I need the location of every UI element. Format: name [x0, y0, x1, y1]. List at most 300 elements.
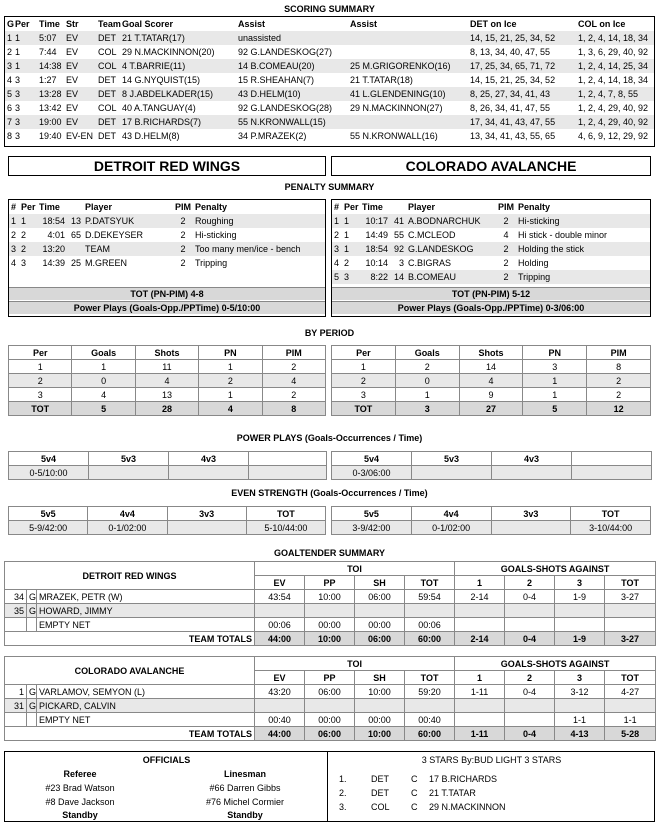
- scoring-header-row: [5, 17, 654, 31]
- scoring-summary-box: [4, 16, 655, 147]
- scoring-header-cell: DET on Ice: [470, 19, 517, 29]
- pp-header-cell: 5v4: [332, 452, 412, 466]
- goaltender-cell: [27, 618, 37, 632]
- linesman-2: #76 Michel Cormier: [205, 797, 285, 807]
- star-cell: 2.: [339, 788, 347, 798]
- home-team-name: DETROIT RED WINGS: [8, 156, 326, 176]
- team-totals-cell: 3-27: [605, 632, 656, 646]
- by-period-row-cell: 1: [199, 360, 262, 374]
- linesman-1: #66 Darren Gibbs: [209, 783, 281, 793]
- linesman-standby-label: Standby: [227, 810, 263, 820]
- penalty-row-cell: 3: [398, 258, 404, 268]
- goaltender-cell: [555, 618, 605, 632]
- penalty-header-cell: #: [334, 202, 340, 212]
- goaltender-row: [5, 685, 656, 699]
- scoring-row-cell: 29 N.MACKINNON(20): [122, 47, 215, 57]
- scoring-header-cell: Team: [98, 19, 121, 29]
- scoring-row-cell: 1: [15, 47, 21, 57]
- scoring-row-cell: 43 D.HELM(8): [122, 131, 180, 141]
- goaltender-cell: 43:20: [255, 685, 305, 699]
- det-penalty-total: TOT (PN-PIM) 4-8: [9, 287, 325, 300]
- penalty-row-cell: 3: [342, 270, 360, 284]
- star-cell: 17 B.RICHARDS: [429, 774, 498, 784]
- by-period-row-cell: 1: [199, 388, 262, 402]
- penalty-row-cell: 1: [342, 242, 360, 256]
- penalty-header-cell: Time: [39, 202, 60, 212]
- by-period-header-cell: Per: [9, 346, 72, 360]
- goaltender-cell: [505, 604, 555, 618]
- scoring-row-cell: [348, 115, 468, 129]
- scoring-row-cell: EV: [66, 103, 79, 113]
- scoring-header-cell: COL on Ice: [578, 19, 626, 29]
- pp-header-cell: 5v4: [9, 452, 89, 466]
- penalty-row-cell: 10:17: [360, 214, 390, 228]
- goaltender-cell: [255, 699, 305, 713]
- penalty-row-cell: 5: [332, 270, 342, 284]
- goaltender-cell: [355, 604, 405, 618]
- scoring-row-cell: 92 G.LANDESKOG(27): [238, 47, 333, 57]
- penalty-header-cell: Per: [21, 202, 36, 212]
- es-cell: 5-9/42:00: [9, 521, 88, 535]
- team-totals-cell: 4-13: [555, 727, 605, 741]
- scoring-row-cell: 8, 25, 27, 34, 41, 43: [468, 87, 576, 101]
- penalty-header-cell: [67, 200, 83, 214]
- penalty-header-cell: Time: [362, 202, 383, 212]
- away-team-name: COLORADO AVALANCHE: [331, 156, 651, 176]
- col-penalty-total: TOT (PN-PIM) 5-12: [332, 287, 650, 300]
- scoring-row-cell: 92 G.LANDESKOG(28): [238, 103, 333, 113]
- penalty-row-cell: 13: [67, 214, 83, 228]
- det-by-period-table: [8, 345, 326, 416]
- goaltender-cell: HOWARD, JIMMY: [37, 604, 255, 618]
- gsa-header: GOALS-SHOTS AGAINST: [455, 562, 656, 576]
- es-header-cell: TOT: [246, 507, 325, 521]
- gsa-col-header: 2: [505, 671, 555, 685]
- det-penalty-table: [9, 200, 325, 270]
- star-cell: C: [411, 774, 418, 784]
- by-period-row-cell: 3: [332, 388, 396, 402]
- by-period-row-cell: 4: [135, 374, 198, 388]
- goaltender-cell: 2-14: [455, 590, 505, 604]
- by-period-row-cell: 8: [587, 360, 651, 374]
- by-period-header-cell: PIM: [587, 346, 651, 360]
- by-period-row: [9, 374, 326, 388]
- goaltender-cell: 00:40: [405, 713, 455, 727]
- scoring-row-cell: 4: [7, 75, 13, 85]
- team-totals-cell: 10:00: [305, 632, 355, 646]
- goaltender-team-name: DETROIT RED WINGS: [5, 562, 255, 590]
- team-totals-label: TEAM TOTALS: [5, 632, 255, 646]
- es-header-cell: 5v5: [332, 507, 412, 521]
- scoring-row-cell: 25 M.GRIGORENKO(16): [348, 59, 468, 73]
- scoring-row: [5, 45, 654, 59]
- scoring-row-cell: DET: [98, 131, 116, 141]
- scoring-row-cell: EV: [66, 47, 79, 57]
- scoring-row-cell: 4, 6, 9, 12, 29, 92: [578, 131, 649, 141]
- goaltender-cell: [505, 713, 555, 727]
- penalty-row-cell: 1: [342, 214, 360, 228]
- es-cell: [491, 521, 571, 535]
- scoring-row: [5, 59, 654, 73]
- referee-2: #8 Dave Jackson: [45, 797, 115, 807]
- pp-header-cell: 5v3: [89, 452, 169, 466]
- goaltender-cell: 0-4: [505, 590, 555, 604]
- toi-col-header: PP: [305, 576, 355, 590]
- goaltender-cell: 31: [5, 699, 27, 713]
- by-period-title: BY PERIOD: [304, 328, 355, 338]
- goaltender-cell: [255, 604, 305, 618]
- goaltender-cell: [555, 699, 605, 713]
- by-period-header-cell: PIM: [262, 346, 325, 360]
- goaltender-row: [5, 604, 656, 618]
- scoring-row-cell: [348, 31, 468, 45]
- even-strength-title: EVEN STRENGTH (Goals-Occurrences / Time): [231, 488, 428, 498]
- penalty-row: [9, 214, 325, 228]
- penalty-row-cell: 14:49: [365, 230, 388, 240]
- goaltender-cell: G: [27, 699, 37, 713]
- penalty-row-cell: TEAM: [83, 242, 173, 256]
- goaltender-row: [5, 618, 656, 632]
- star-cell: 21 T.TATAR: [429, 788, 476, 798]
- scoring-row-cell: 14:38: [37, 59, 64, 73]
- by-period-row-cell: 2: [332, 374, 396, 388]
- by-period-row-cell: 0: [72, 374, 135, 388]
- goaltender-cell: 43:54: [255, 590, 305, 604]
- scoring-row-cell: EV: [64, 115, 96, 129]
- team-totals-cell: 2-14: [455, 632, 505, 646]
- pp-cell: [89, 466, 169, 480]
- by-period-row-cell: 1: [395, 388, 459, 402]
- by-period-row-cell: 4: [459, 374, 523, 388]
- scoring-row-cell: 19:40: [39, 131, 62, 141]
- goaltender-cell: 3-27: [605, 590, 656, 604]
- by-period-row-cell: 4: [199, 402, 262, 416]
- es-cell: 3-10/44:00: [571, 521, 651, 535]
- penalty-row-cell: D.DEKEYSER: [85, 230, 144, 240]
- toi-header: TOI: [255, 657, 455, 671]
- penalty-row-cell: 2: [334, 230, 340, 240]
- scoring-row-cell: 8, 26, 34, 41, 47, 55: [470, 103, 551, 113]
- scoring-table: [5, 17, 654, 143]
- gsa-col-header: 3: [555, 576, 605, 590]
- by-period-header-cell: PN: [199, 346, 262, 360]
- penalty-header-cell: Player: [408, 202, 436, 212]
- team-totals-cell: 0-4: [505, 632, 555, 646]
- goaltender-cell: [405, 604, 455, 618]
- penalty-row-cell: Holding the stick: [516, 242, 650, 256]
- goaltender-cell: 1: [5, 685, 27, 699]
- scoring-row-cell: 3: [13, 87, 37, 101]
- scoring-row-cell: EV: [64, 31, 96, 45]
- goaltender-cell: 00:06: [405, 618, 455, 632]
- scoring-row-cell: COL: [98, 103, 117, 113]
- penalty-row-cell: 10:14: [365, 258, 388, 268]
- star-cell: 3.: [339, 802, 347, 812]
- by-period-row: [332, 360, 651, 374]
- by-period-row-cell: 2: [262, 360, 325, 374]
- by-period-row-cell: 14: [459, 360, 523, 374]
- toi-col-header: EV: [255, 671, 305, 685]
- goaltender-team-name: COLORADO AVALANCHE: [5, 657, 255, 685]
- by-period-row-cell: 28: [135, 402, 198, 416]
- gsa-header: GOALS-SHOTS AGAINST: [455, 657, 656, 671]
- team-totals-cell: 1-11: [455, 727, 505, 741]
- by-period-row-cell: 12: [587, 402, 651, 416]
- scoring-row-cell: 3: [15, 131, 21, 141]
- penalty-row-cell: 2: [496, 214, 516, 228]
- by-period-header-cell: PN: [523, 346, 587, 360]
- toi-col-header: TOT: [405, 671, 455, 685]
- es-header-cell: TOT: [571, 507, 651, 521]
- goaltender-cell: EMPTY NET: [37, 713, 255, 727]
- penalty-row-cell: G.LANDESKOG: [406, 242, 496, 256]
- by-period-row-cell: 4: [72, 388, 135, 402]
- goaltender-cell: [505, 699, 555, 713]
- penalty-header-cell: #: [11, 202, 17, 212]
- penalty-row-cell: 4: [11, 258, 17, 268]
- scoring-row: [5, 115, 654, 129]
- by-period-row-cell: 11: [135, 360, 198, 374]
- scoring-row: [5, 31, 654, 45]
- by-period-row-cell: TOT: [9, 402, 72, 416]
- penalty-row: [9, 228, 325, 242]
- scoring-row-cell: 17, 25, 34, 65, 71, 72: [468, 59, 576, 73]
- penalty-row-cell: 2: [344, 258, 350, 268]
- scoring-row: [5, 73, 654, 87]
- scoring-row-cell: 3: [7, 61, 13, 71]
- scoring-header-cell: G: [7, 19, 15, 29]
- es-cell: 0-1/02:00: [411, 521, 491, 535]
- col-penalty-box: [331, 199, 651, 317]
- by-period-row-cell: 2: [262, 388, 325, 402]
- by-period-row-cell: TOT: [332, 402, 396, 416]
- star-row: [337, 800, 587, 814]
- scoring-row-cell: 1, 3, 6, 29, 40, 92: [578, 47, 649, 57]
- by-period-row-cell: 5: [72, 402, 135, 416]
- goaltender-cell: [355, 699, 405, 713]
- pp-row: [9, 466, 327, 480]
- penalty-row-cell: Holding: [518, 258, 549, 268]
- col-even-strength-table: [331, 506, 651, 535]
- goaltender-cell: 59:54: [405, 590, 455, 604]
- goaltender-cell: [305, 604, 355, 618]
- scoring-row-cell: 14 B.COMEAU(20): [236, 59, 348, 73]
- goaltender-cell: [505, 618, 555, 632]
- es-header-cell: 4v4: [411, 507, 491, 521]
- scoring-row-cell: 14, 15, 21, 25, 34, 52: [468, 31, 576, 45]
- scoring-row-cell: 1:27: [39, 75, 57, 85]
- penalty-row-cell: Hi-sticking: [516, 214, 650, 228]
- team-totals-label: TEAM TOTALS: [5, 727, 255, 741]
- scoring-header-cell: Str: [66, 19, 79, 29]
- team-totals-cell: 06:00: [305, 727, 355, 741]
- pp-cell: 0-5/10:00: [9, 466, 89, 480]
- penalty-row-cell: Tripping: [516, 270, 650, 284]
- penalty-row-cell: M.GREEN: [85, 258, 128, 268]
- scoring-row-cell: 40 A.TANGUAY(4): [122, 103, 196, 113]
- toi-col-header: SH: [355, 576, 405, 590]
- by-period-row-cell: 3: [9, 388, 72, 402]
- penalty-row-cell: 25: [70, 258, 81, 268]
- team-totals-cell: 5-28: [605, 727, 656, 741]
- power-plays-title: POWER PLAYS (Goals-Occurrences / Time): [236, 433, 423, 443]
- gsa-col-header: 1: [455, 671, 505, 685]
- penalty-row-cell: A.BODNARCHUK: [406, 214, 496, 228]
- by-period-header-cell: Goals: [72, 346, 135, 360]
- by-period-row-cell: 2: [9, 374, 72, 388]
- toi-col-header: PP: [305, 671, 355, 685]
- pp-cell: [492, 466, 572, 480]
- team-totals-cell: 06:00: [355, 632, 405, 646]
- goaltender-cell: EMPTY NET: [37, 618, 255, 632]
- scoring-row-cell: 13:28: [37, 87, 64, 101]
- goaltender-cell: G: [27, 590, 37, 604]
- scoring-row-cell: 14, 15, 21, 25, 34, 52: [470, 75, 556, 85]
- col-goaltender-table: [4, 656, 656, 741]
- penalty-row-cell: 2: [11, 230, 17, 240]
- scoring-row-cell: 7:44: [39, 47, 57, 57]
- es-cell: 0-1/02:00: [88, 521, 167, 535]
- officials-title: OFFICIALS: [142, 755, 191, 765]
- penalty-row-cell: 41: [390, 214, 406, 228]
- penalty-row: [9, 256, 325, 270]
- penalty-row-cell: Too many men/ice - bench: [193, 242, 325, 256]
- es-header-cell: 3v3: [167, 507, 246, 521]
- penalty-row-cell: [67, 242, 83, 256]
- by-period-row-cell: 2: [199, 374, 262, 388]
- by-period-row-cell: 3: [523, 360, 587, 374]
- goaltender-cell: MRAZEK, PETR (W): [37, 590, 255, 604]
- scoring-row-cell: 14 G.NYQUIST(15): [122, 75, 201, 85]
- goaltender-cell: [605, 699, 656, 713]
- penalty-summary-title: PENALTY SUMMARY: [284, 182, 375, 192]
- team-totals-cell: 60:00: [405, 727, 455, 741]
- gsa-col-header: TOT: [605, 671, 656, 685]
- det-even-strength-table: [8, 506, 326, 535]
- goaltender-cell: G: [27, 685, 37, 699]
- goaltender-cell: [605, 604, 656, 618]
- penalty-header-cell: PIM: [498, 202, 515, 212]
- penalty-row-cell: 2: [503, 258, 509, 268]
- scoring-row-cell: COL: [96, 59, 120, 73]
- scoring-row-cell: EV: [64, 59, 96, 73]
- star-cell: DET: [371, 774, 389, 784]
- goaltender-cell: 3-12: [555, 685, 605, 699]
- penalty-row-cell: 65: [70, 230, 81, 240]
- goaltender-cell: 00:40: [255, 713, 305, 727]
- goaltender-cell: 06:00: [355, 590, 405, 604]
- goaltender-cell: [405, 699, 455, 713]
- col-power-plays-table: [331, 451, 652, 480]
- penalty-row-cell: 1: [332, 214, 342, 228]
- scoring-row-cell: DET: [96, 87, 120, 101]
- scoring-row-cell: 8: [7, 131, 13, 141]
- scoring-row-cell: 34 P.MRAZEK(2): [238, 131, 307, 141]
- scoring-row-cell: 21 T.TATAR(18): [350, 75, 413, 85]
- by-period-row-cell: 3: [395, 402, 459, 416]
- by-period-row-cell: 5: [523, 402, 587, 416]
- scoring-row-cell: unassisted: [236, 31, 348, 45]
- three-stars-table: [337, 772, 587, 814]
- goaltender-cell: [455, 713, 505, 727]
- scoring-row-cell: EV: [64, 87, 96, 101]
- scoring-row-cell: 4 T.BARRIE(11): [120, 59, 236, 73]
- by-period-row-cell: 1: [72, 360, 135, 374]
- penalty-row-cell: 4:01: [47, 230, 65, 240]
- star-row: [337, 786, 587, 800]
- penalty-row-cell: 1: [19, 214, 37, 228]
- by-period-row-cell: 27: [459, 402, 523, 416]
- referee-1: #23 Brad Watson: [45, 783, 115, 793]
- scoring-row: [5, 87, 654, 101]
- goaltender-cell: PICKARD, CALVIN: [37, 699, 255, 713]
- es-cell: 3-9/42:00: [332, 521, 412, 535]
- gsa-col-header: 2: [505, 576, 555, 590]
- gsa-col-header: 3: [555, 671, 605, 685]
- penalty-row-cell: 13:20: [37, 242, 67, 256]
- by-period-row-cell: 1: [332, 360, 396, 374]
- by-period-row-cell: 2: [587, 374, 651, 388]
- goaltender-total-row: [5, 632, 656, 646]
- officials-panel: [5, 752, 328, 821]
- goaltender-cell: 1-1: [605, 713, 656, 727]
- es-cell: [167, 521, 246, 535]
- penalty-row-cell: 2: [496, 270, 516, 284]
- scoring-row-cell: 17, 34, 41, 43, 47, 55: [468, 115, 576, 129]
- penalty-row-cell: 4: [334, 258, 340, 268]
- star-cell: C: [411, 802, 418, 812]
- scoring-row-cell: 8 J.ABDELKADER(15): [120, 87, 236, 101]
- penalty-row-cell: 55: [393, 230, 404, 240]
- penalty-row: [332, 242, 650, 256]
- scoring-row-cell: 21 T.TATAR(17): [120, 31, 236, 45]
- scoring-row-cell: COL: [98, 47, 117, 57]
- penalty-header-cell: Per: [344, 202, 359, 212]
- penalty-row-cell: B.COMEAU: [406, 270, 496, 284]
- scoring-row-cell: 1: [13, 31, 37, 45]
- star-cell: COL: [371, 802, 390, 812]
- scoring-row-cell: 3: [13, 115, 37, 129]
- penalty-row-cell: 1: [9, 214, 19, 228]
- penalty-row: [9, 242, 325, 256]
- col-penalty-table: [332, 200, 650, 284]
- scoring-row-cell: EV-EN: [66, 131, 94, 141]
- goaltender-cell: [27, 713, 37, 727]
- goaltender-cell: [5, 713, 27, 727]
- by-period-row-cell: 1: [523, 374, 587, 388]
- det-goaltender-table: [4, 561, 656, 646]
- scoring-header-cell: Per: [15, 19, 30, 29]
- team-totals-cell: 44:00: [255, 727, 305, 741]
- goaltender-row: [5, 699, 656, 713]
- team-totals-cell: 10:00: [355, 727, 405, 741]
- penalty-row-cell: 14: [390, 270, 406, 284]
- star-cell: DET: [371, 788, 389, 798]
- penalty-row-cell: 18:54: [360, 242, 390, 256]
- gsa-col-header: 1: [455, 576, 505, 590]
- by-period-row: [332, 374, 651, 388]
- referee-standby-label: Standby: [62, 810, 98, 820]
- by-period-row-cell: 2: [395, 360, 459, 374]
- by-period-row: [9, 360, 326, 374]
- pp-cell: [169, 466, 249, 480]
- scoring-header-cell: Assist: [350, 19, 378, 29]
- gsa-col-header: TOT: [605, 576, 656, 590]
- penalty-row-cell: 3: [332, 242, 342, 256]
- penalty-header-cell: Penalty: [518, 202, 551, 212]
- star-row: [337, 772, 587, 786]
- es-header-cell: 5v5: [9, 507, 88, 521]
